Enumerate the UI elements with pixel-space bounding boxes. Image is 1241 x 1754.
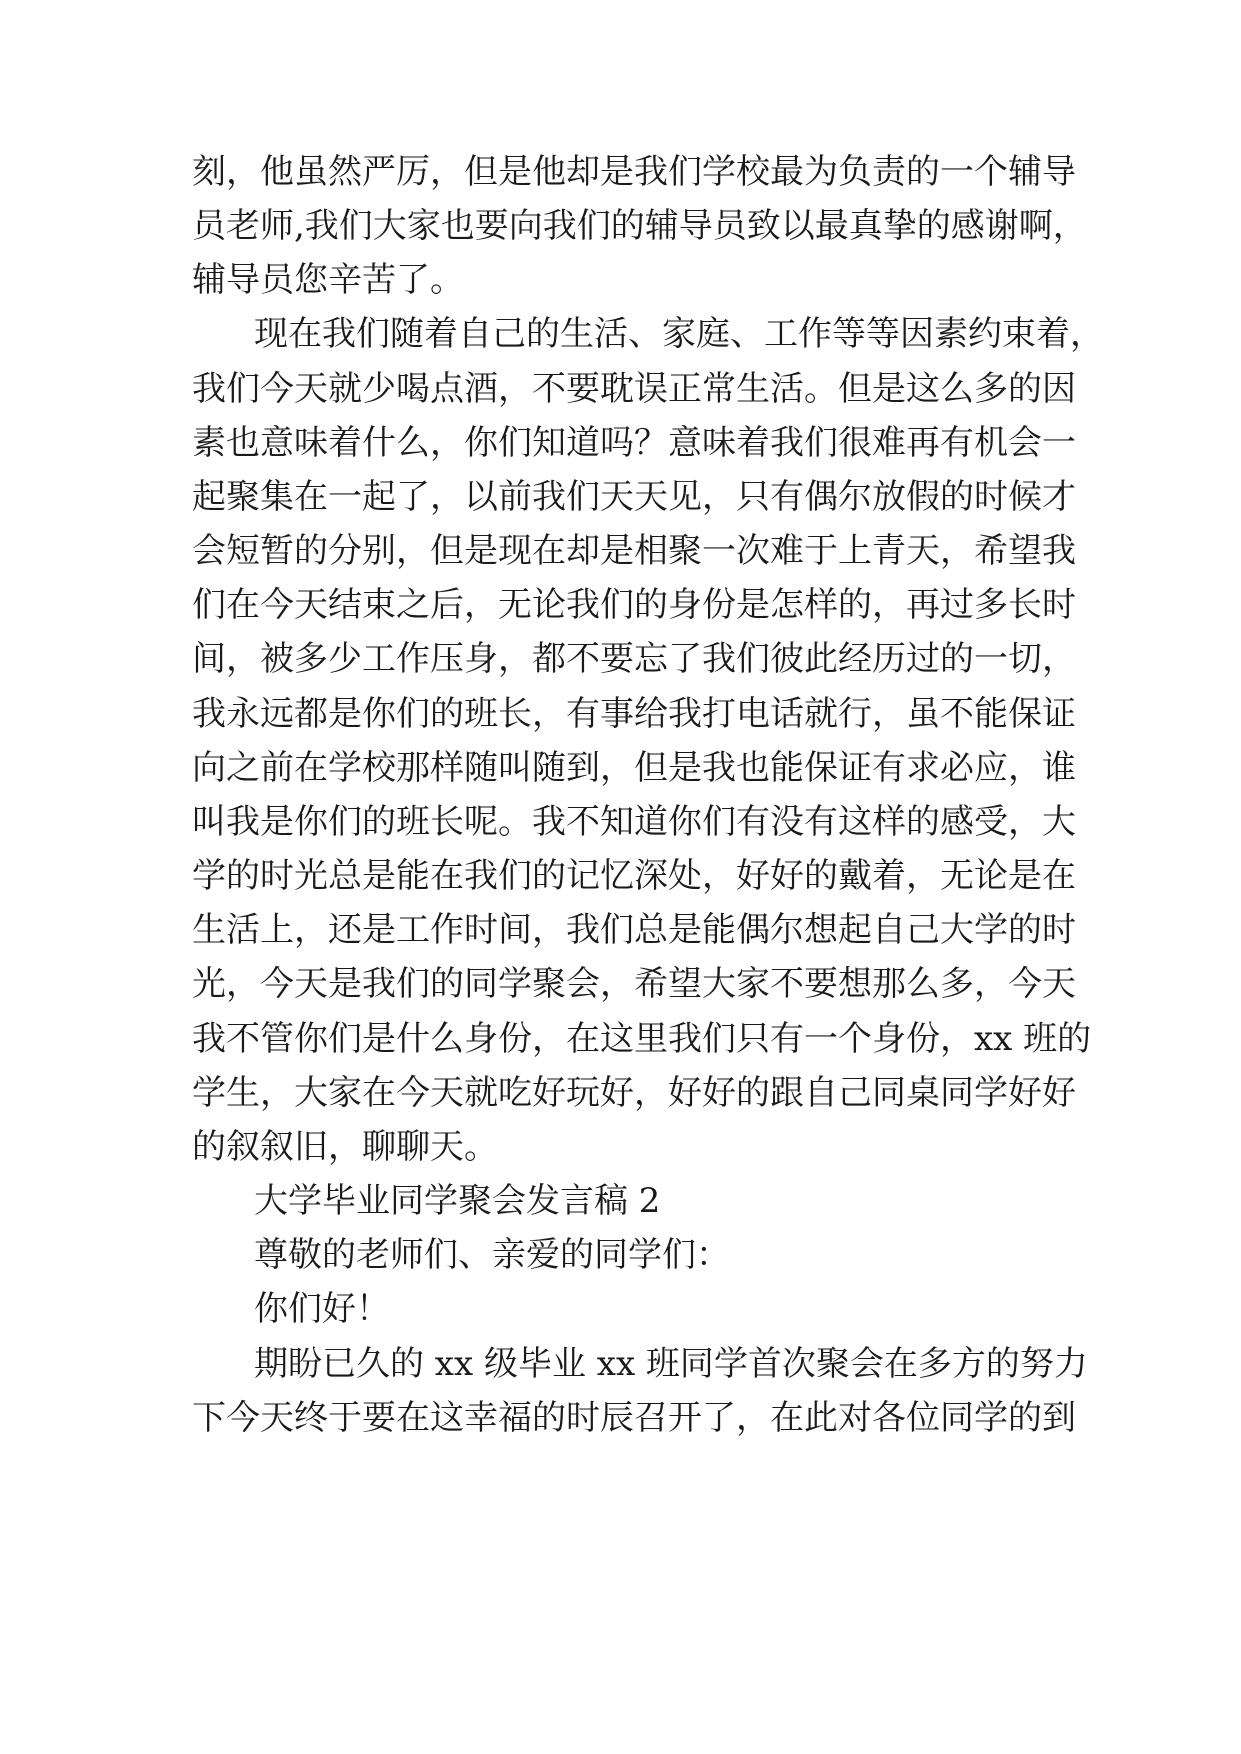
text-line: 素也意味着什么，你们知道吗？意味着我们很难再有机会一 <box>192 423 1076 463</box>
section-heading: 大学毕业同学聚会发言稿 2 <box>254 1181 661 1221</box>
text-line: 生活上，还是工作时间，我们总是能偶尔想起自己大学的时 <box>192 910 1076 950</box>
text-line: 们在今天结束之后，无论我们的身份是怎样的，再过多长时 <box>192 585 1076 625</box>
text-line: 我不管你们是什么身份，在这里我们只有一个身份，xx 班的 <box>192 1019 1092 1059</box>
text-line: 我们今天就少喝点酒，不要耽误正常生活。但是这么多的因 <box>192 369 1076 409</box>
text-line: 的叙叙旧，聊聊天。 <box>192 1127 498 1167</box>
text-line: 会短暂的分别，但是现在却是相聚一次难于上青天，希望我 <box>192 531 1076 571</box>
text-line: 间，被多少工作压身，都不要忘了我们彼此经历过的一切， <box>192 639 1076 679</box>
text-line: 刻，他虽然严厉，但是他却是我们学校最为负责的一个辅导 <box>192 152 1076 192</box>
text-line: 叫我是你们的班长呢。我不知道你们有没有这样的感受，大 <box>192 802 1076 842</box>
text-line: 期盼已久的 xx 级毕业 xx 班同学首次聚会在多方的努力 <box>254 1344 1088 1384</box>
text-line: 向之前在学校那样随叫随到，但是我也能保证有求必应，谁 <box>192 748 1076 788</box>
text-line: 学的时光总是能在我们的记忆深处，好好的戴着，无论是在 <box>192 856 1076 896</box>
text-line: 下今天终于要在这幸福的时辰召开了，在此对各位同学的到 <box>192 1398 1076 1438</box>
text-line: 我永远都是你们的班长，有事给我打电话就行，虽不能保证 <box>192 694 1076 734</box>
text-line: 员老师,我们大家也要向我们的辅导员致以最真挚的感谢啊， <box>192 206 1087 246</box>
salutation: 尊敬的老师们、亲爱的同学们： <box>254 1235 730 1275</box>
text-line: 辅导员您辛苦了。 <box>192 260 464 300</box>
greeting: 你们好！ <box>254 1289 390 1329</box>
text-line: 学生，大家在今天就吃好玩好，好好的跟自己同桌同学好好 <box>192 1073 1076 1113</box>
text-line: 光，今天是我们的同学聚会，希望大家不要想那么多，今天 <box>192 964 1076 1004</box>
text-line: 现在我们随着自己的生活、家庭、工作等等因素约束着， <box>254 314 1104 354</box>
text-line: 起聚集在一起了，以前我们天天见，只有偶尔放假的时候才 <box>192 477 1076 517</box>
